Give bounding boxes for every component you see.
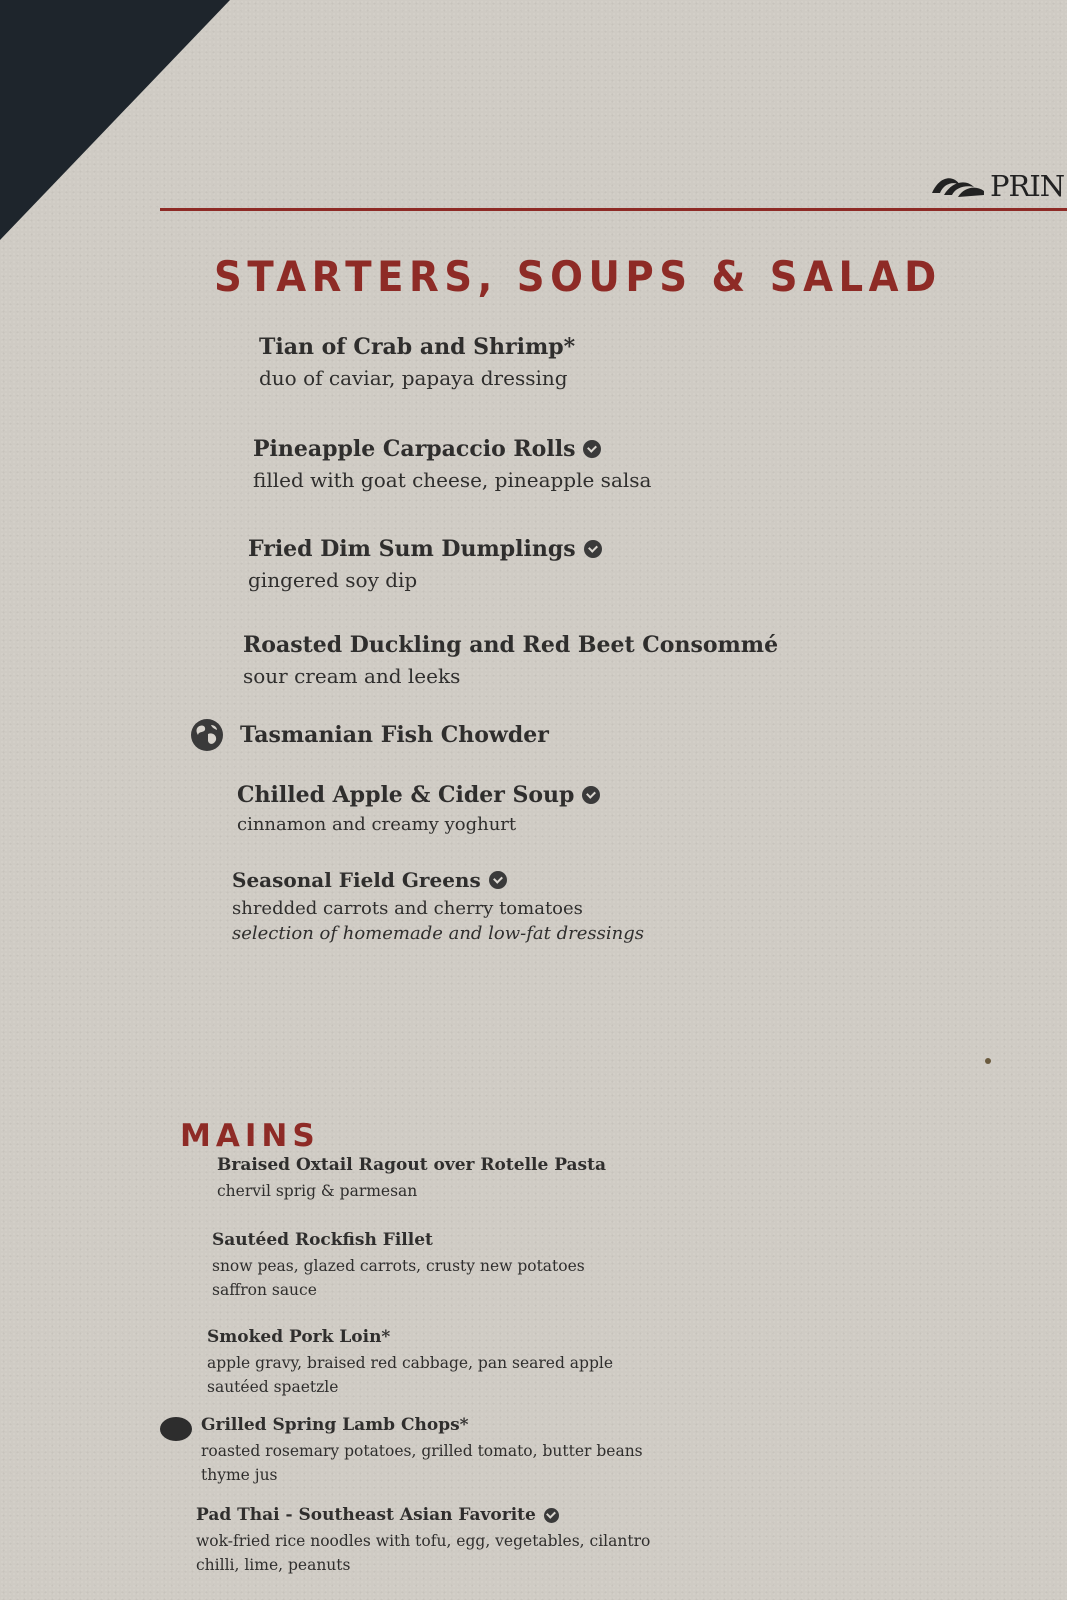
- item-description: chilli, lime, peanuts: [196, 1556, 351, 1574]
- item-name: Pineapple Carpaccio Rolls: [253, 436, 601, 462]
- brand-logo: [930, 168, 1064, 204]
- item-name: Roasted Duckling and Red Beet Consommé: [243, 632, 779, 658]
- item-name: Tasmanian Fish Chowder: [240, 722, 549, 748]
- item-name: Seasonal Field Greens: [232, 868, 507, 892]
- vegetarian-icon: [583, 440, 601, 458]
- vegetarian-icon: [584, 540, 602, 558]
- globe-icon: [190, 718, 224, 752]
- brand-name: PRIN: [990, 169, 1065, 203]
- item-name: Tian of Crab and Shrimp*: [259, 334, 576, 360]
- section-title-starters: STARTERS, SOUPS & SALAD: [214, 252, 942, 301]
- item-name: Fried Dim Sum Dumplings: [248, 536, 602, 562]
- item-description: cinnamon and creamy yoghurt: [237, 814, 517, 835]
- menu-item: [201, 1415, 643, 1487]
- menu-item: [232, 868, 644, 944]
- section-title-mains: MAINS: [180, 1118, 320, 1154]
- menu-folder-corner: [0, 0, 230, 240]
- menu-item: [243, 632, 778, 688]
- item-name: Chilled Apple & Cider Soup: [237, 782, 600, 808]
- item-description: apple gravy, braised red cabbage, pan seared apple: [207, 1354, 614, 1372]
- item-description: filled with goat cheese, pineapple salsa: [253, 468, 652, 492]
- menu-item: [240, 722, 549, 748]
- menu-item: [248, 536, 602, 592]
- vegetarian-icon: [582, 786, 600, 804]
- item-description: sour cream and leeks: [243, 664, 461, 688]
- item-description: shredded carrots and cherry tomatoes: [232, 898, 583, 919]
- vegetarian-icon: [544, 1508, 559, 1523]
- menu-item: [259, 334, 575, 390]
- paper-speck: [985, 1058, 991, 1064]
- item-description: wok-fried rice noodles with tofu, egg, vegetables, cilantro: [196, 1532, 651, 1550]
- item-description: sautéed spaetzle: [207, 1378, 339, 1396]
- menu-item: [237, 782, 600, 835]
- wave-logo-icon: [930, 171, 986, 201]
- item-description: chervil sprig & parmesan: [217, 1182, 418, 1200]
- item-description: gingered soy dip: [248, 568, 418, 592]
- item-name: Braised Oxtail Ragout over Rotelle Pasta: [217, 1155, 606, 1175]
- header-divider: [160, 208, 1067, 211]
- chef-badge-icon: [160, 1417, 192, 1441]
- item-description: thyme jus: [201, 1466, 278, 1484]
- menu-item: [196, 1505, 650, 1577]
- item-name: Smoked Pork Loin*: [207, 1327, 391, 1347]
- item-description: snow peas, glazed carrots, crusty new potatoes: [212, 1257, 585, 1275]
- item-description-note: selection of homemade and low-fat dressings: [232, 923, 644, 944]
- item-name: Pad Thai - Southeast Asian Favorite: [196, 1505, 559, 1525]
- item-name: Grilled Spring Lamb Chops*: [201, 1415, 469, 1435]
- menu-item: [207, 1327, 613, 1399]
- menu-item: [217, 1155, 606, 1203]
- menu-item: [253, 436, 651, 492]
- item-name: Sautéed Rockfish Fillet: [212, 1230, 433, 1250]
- vegetarian-icon: [489, 871, 507, 889]
- item-description: roasted rosemary potatoes, grilled tomato, butter beans: [201, 1442, 643, 1460]
- menu-item: [212, 1230, 585, 1302]
- item-description: duo of caviar, papaya dressing: [259, 366, 568, 390]
- item-description: saffron sauce: [212, 1281, 317, 1299]
